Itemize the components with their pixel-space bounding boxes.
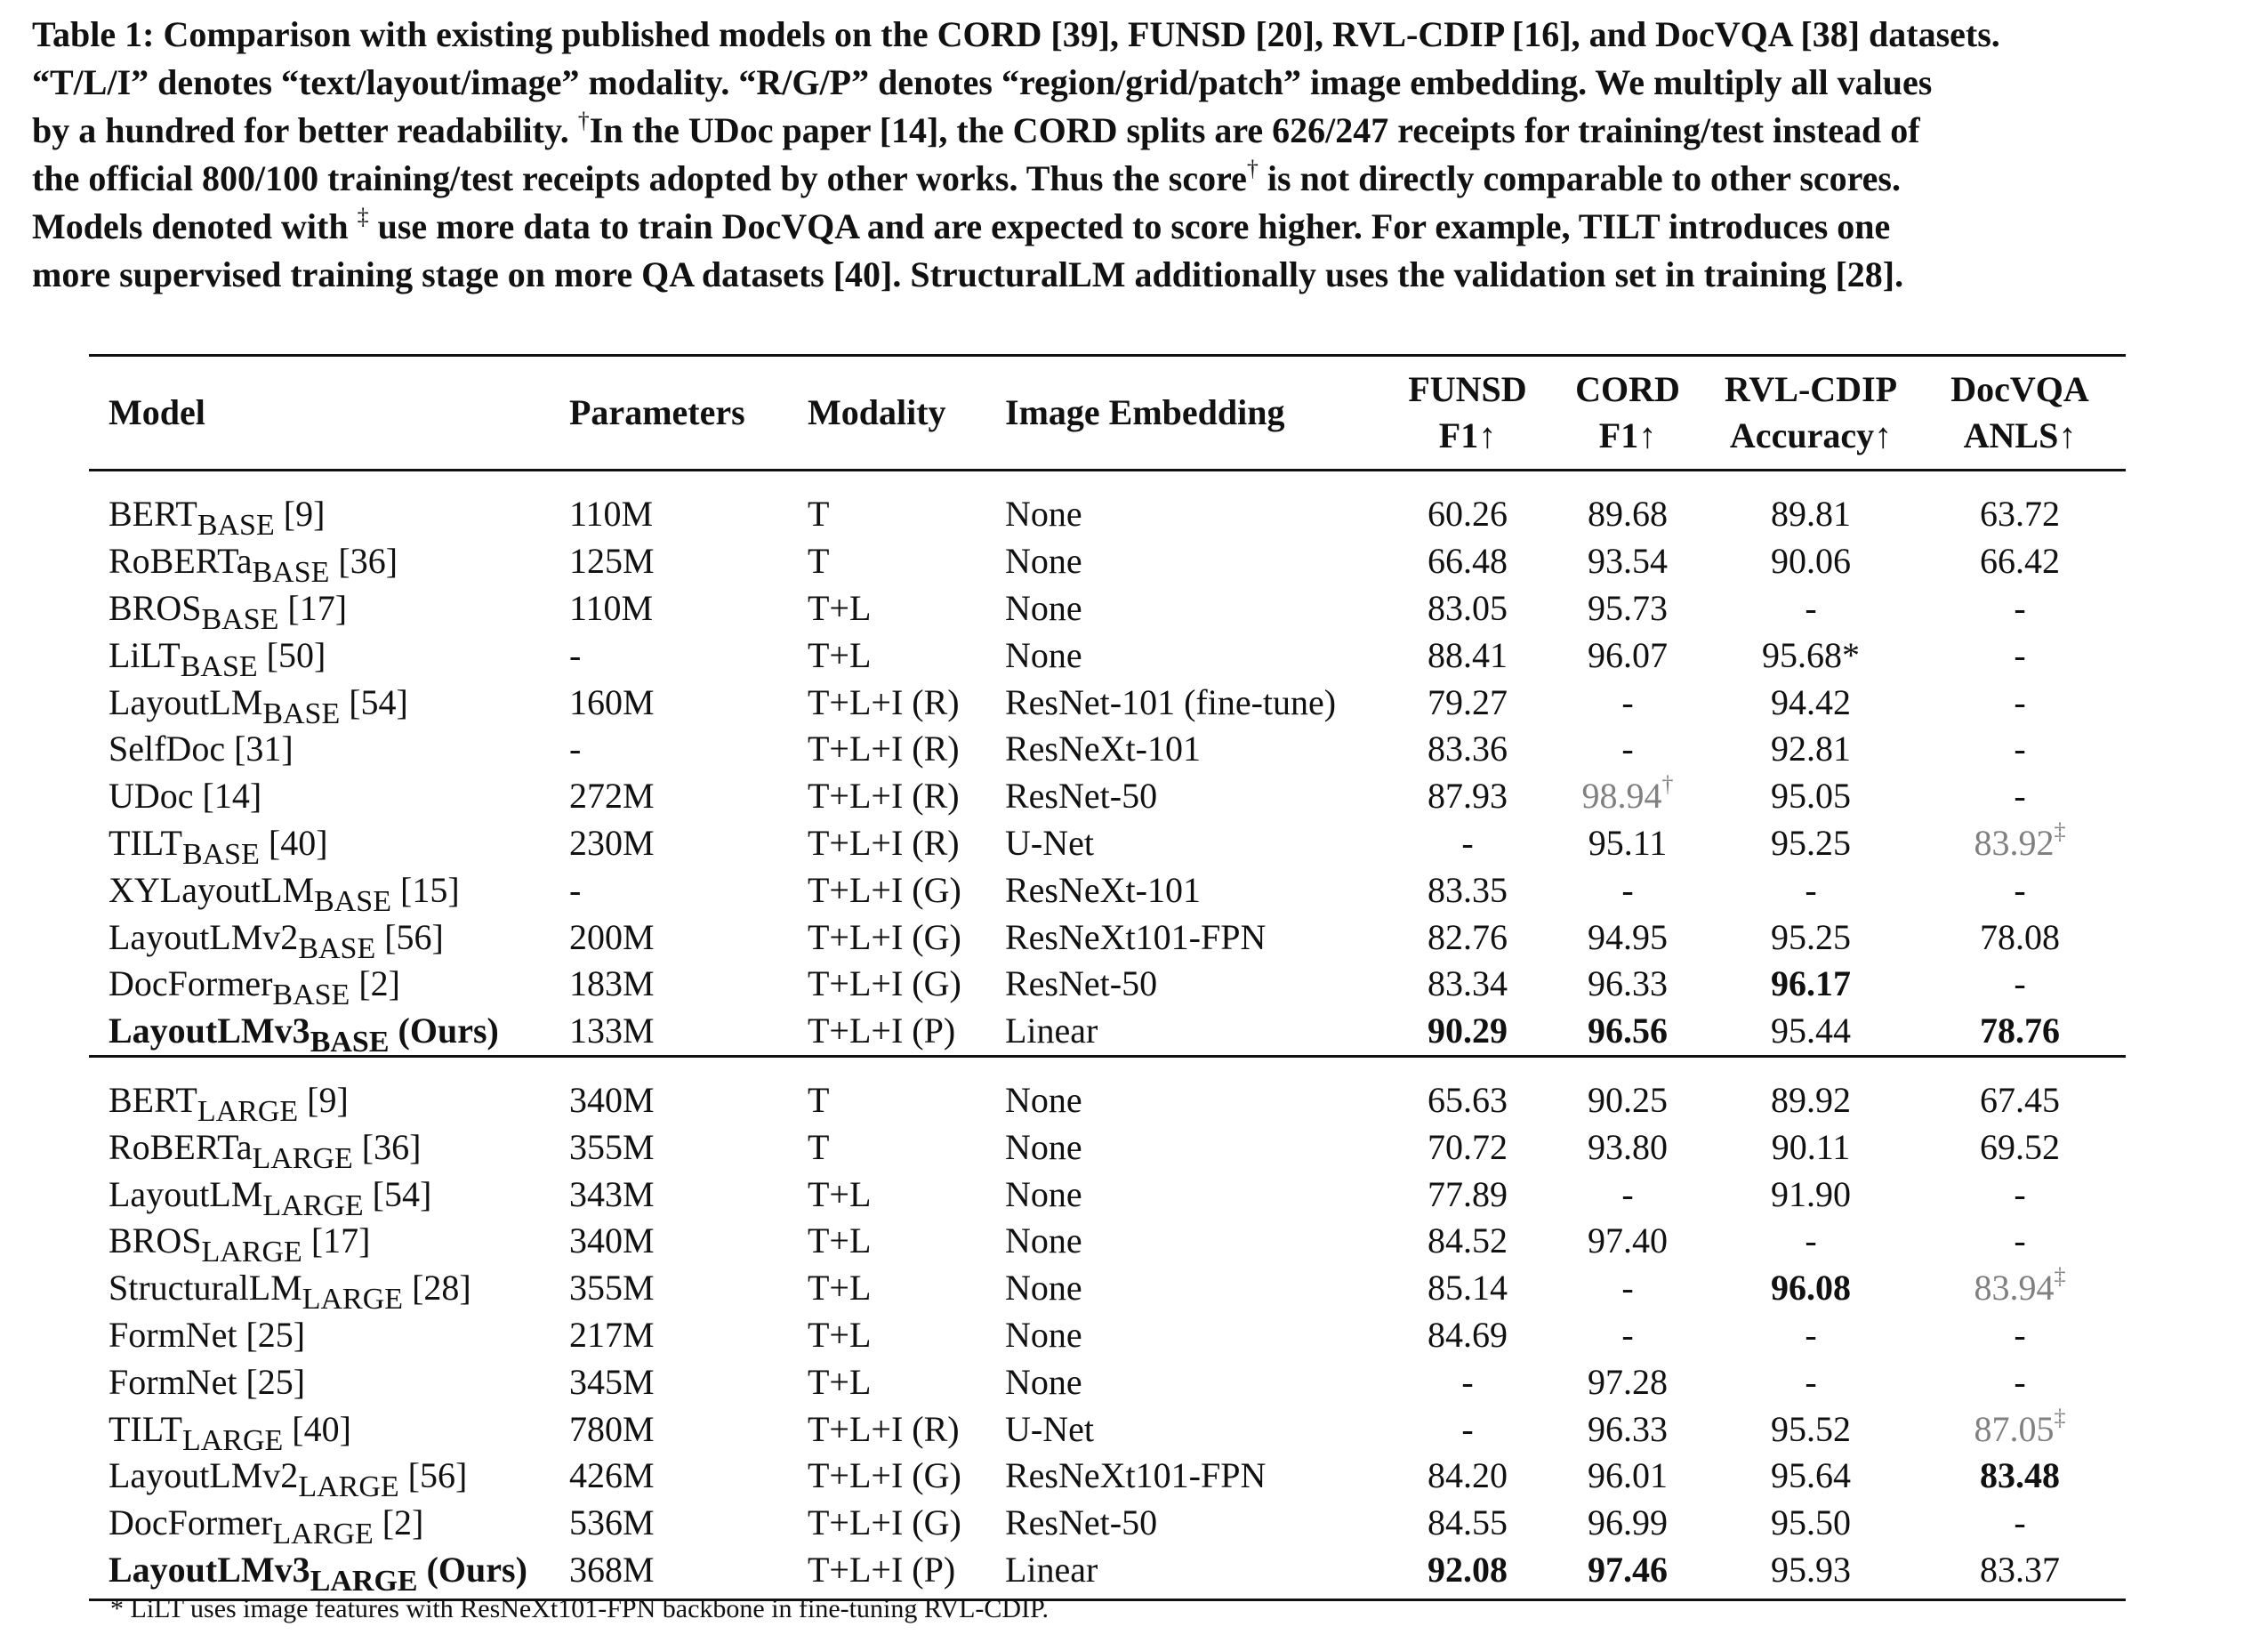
docvqa-cell: - (2014, 681, 2026, 722)
docvqa-cell: - (2014, 869, 2026, 910)
modality-cell: T+L (808, 1314, 872, 1355)
header-parameters: Parameters (569, 357, 808, 471)
table-row (89, 1312, 2126, 1359)
embedding-cell: None (1005, 1314, 1082, 1355)
embedding-cell: ResNeXt-101 (1005, 869, 1201, 910)
parameters-cell: 536M (569, 1502, 655, 1543)
model-name-cell: LiLT$_{BASE}$ [50] (109, 634, 326, 683)
parameters-cell: 355M (569, 1126, 655, 1167)
comparison-table (89, 354, 2126, 1601)
docvqa-cell: - (2014, 634, 2026, 675)
model-name-cell: $LayoutLMv3_{BASE}$ (Ours) (109, 1011, 499, 1059)
header-rvl-cdip: RVL-CDIP Accuracy↑ (1708, 357, 1914, 471)
table-row (89, 914, 2126, 961)
model-name-cell: $BERT_{BASE}$ [9] (109, 494, 326, 543)
cord-cell: 95.73 (1588, 587, 1668, 628)
parameters-cell: 183M (569, 963, 655, 1004)
table-row (89, 471, 2126, 538)
modality-cell: T+L+I (R) (808, 681, 960, 722)
table-row (89, 820, 2126, 867)
modality-cell: T+L+I (G) (808, 963, 961, 1004)
model-name-cell: $LayoutLMv2_{LARGE}$ [56] (109, 1455, 468, 1504)
header-modality: Modality (808, 357, 1005, 471)
embedding-cell: U-Net (1005, 1408, 1094, 1449)
dagger-mark: † (577, 108, 590, 133)
parameters-cell: 200M (569, 916, 655, 957)
caption-line-6: more supervised training stage on more QA datasets [40]. StructuralLM additionally uses the validation set in training [28]. (32, 254, 1904, 294)
parameters-cell: - (569, 729, 582, 769)
cord-cell: 97.40 (1588, 1220, 1668, 1261)
docvqa-cell: 87.05‡ (1974, 1404, 2066, 1449)
rvl-cdip-cell: 94.42 (1771, 681, 1851, 722)
funsd-cell: 83.36 (1428, 729, 1508, 769)
docvqa-cell: - (2014, 1220, 2026, 1261)
embedding-cell: ResNeXt101-FPN (1005, 916, 1267, 957)
rvl-cdip-cell: 92.81 (1771, 729, 1851, 769)
rvl-cdip-cell: 96.08 (1771, 1268, 1851, 1309)
modality-cell: T+L+I (R) (808, 729, 960, 769)
embedding-cell: ResNet-50 (1005, 776, 1158, 817)
funsd-cell: 77.89 (1428, 1173, 1508, 1214)
modality-cell: T+L+I (G) (808, 1455, 961, 1496)
dagger-mark: † (1246, 156, 1259, 181)
funsd-cell: 90.29 (1428, 1011, 1508, 1051)
modality-cell: T+L+I (G) (808, 916, 961, 957)
docvqa-cell: 83.92‡ (1974, 817, 2066, 863)
parameters-cell: 340M (569, 1056, 808, 1123)
ddagger-mark: ‡ (2054, 817, 2066, 844)
modality-cell: T+L+I (R) (808, 1408, 960, 1449)
docvqa-cell: - (2014, 963, 2026, 1004)
header-cord: CORD F1↑ (1548, 357, 1708, 471)
cord-cell: - (1621, 729, 1634, 769)
caption-line-1: Table 1: Comparison with existing published models on the CORD [39], FUNSD [20], RVL-CDIP [16], and DocVQA [38] datasets. (32, 14, 2000, 54)
cord-cell: - (1621, 1268, 1634, 1309)
cord-cell: 97.28 (1588, 1361, 1668, 1402)
model-name-cell: $TILT_{BASE}$ [40] (109, 822, 328, 871)
header-image-embedding: Image Embedding (1005, 357, 1387, 471)
embedding-cell: None (1005, 587, 1082, 628)
funsd-cell: 83.05 (1428, 587, 1508, 628)
parameters-cell: 780M (569, 1408, 655, 1449)
cord-cell: 96.01 (1588, 1455, 1668, 1496)
embedding-cell: None (1005, 1220, 1082, 1261)
funsd-cell: 65.63 (1387, 1056, 1548, 1123)
ddagger-mark: ‡ (2054, 1404, 2066, 1430)
modality-cell: T (808, 1126, 830, 1167)
funsd-cell: 84.69 (1428, 1314, 1508, 1355)
parameters-cell: 340M (569, 1220, 655, 1261)
parameters-cell: - (569, 634, 582, 675)
funsd-cell: 88.41 (1428, 634, 1508, 675)
model-name-cell: DocFormer$_{BASE}$ [2] (109, 963, 400, 1012)
cord-cell: 93.54 (1588, 541, 1668, 582)
modality-cell: T+L+I (P) (808, 1011, 956, 1051)
funsd-cell: 83.35 (1428, 869, 1508, 910)
docvqa-cell: 67.45 (1914, 1056, 2126, 1123)
model-name-cell: $BROS_{LARGE}$ [17] (109, 1220, 371, 1269)
rvl-cdip-cell: 95.68* (1762, 634, 1860, 675)
table-row (89, 866, 2126, 914)
model-name-cell: SelfDoc [31] (109, 729, 294, 769)
model-name-cell: DocFormer$_{LARGE}$ [2] (109, 1502, 424, 1551)
embedding-cell: ResNeXt101-FPN (1005, 1455, 1267, 1496)
rvl-cdip-cell: 95.52 (1771, 1408, 1851, 1449)
cord-cell: 97.46 (1548, 1547, 1708, 1600)
header-funsd: FUNSD F1↑ (1387, 357, 1548, 471)
rvl-cdip-cell: 95.05 (1771, 776, 1851, 817)
parameters-cell: 125M (569, 541, 655, 582)
docvqa-cell: - (2014, 729, 2026, 769)
table-row (89, 1358, 2126, 1405)
cord-cell: 96.33 (1588, 963, 1668, 1004)
modality-cell: T+L+I (R) (808, 822, 960, 863)
model-name-cell: XYLayoutLM$_{BASE}$ [15] (109, 869, 460, 918)
table-row (89, 1218, 2126, 1265)
funsd-cell: 83.34 (1428, 963, 1508, 1004)
dagger-mark: † (1661, 771, 1674, 798)
modality-cell: T+L (808, 587, 872, 628)
rvl-cdip-cell: 96.17 (1771, 963, 1851, 1004)
embedding-cell: None (1005, 541, 1082, 582)
embedding-cell: None (1005, 1056, 1387, 1123)
docvqa-cell: - (2014, 587, 2026, 628)
docvqa-cell: - (2014, 1314, 2026, 1355)
funsd-cell: 84.55 (1428, 1502, 1508, 1543)
embedding-cell: ResNet-50 (1005, 1502, 1158, 1543)
embedding-cell: None (1005, 1126, 1082, 1167)
table-row (89, 1265, 2126, 1312)
embedding-cell: None (1005, 494, 1082, 535)
table-row (89, 1547, 2126, 1600)
funsd-cell: 84.20 (1428, 1455, 1508, 1496)
parameters-cell: 343M (569, 1173, 655, 1214)
model-name-cell: RoBERTa$_{BASE}$ [36] (109, 541, 398, 590)
model-name-cell: FormNet [25] (109, 1314, 306, 1355)
model-name-cell: $LayoutLMv3_{LARGE}$ (Ours) (89, 1547, 569, 1600)
cord-cell: 93.80 (1588, 1126, 1668, 1167)
parameters-cell: 426M (569, 1455, 655, 1496)
funsd-cell: 79.27 (1428, 681, 1508, 722)
funsd-cell: 84.52 (1428, 1220, 1508, 1261)
parameters-cell: 110M (569, 494, 654, 535)
embedding-cell: None (1005, 634, 1082, 675)
rvl-cdip-cell: 95.25 (1771, 822, 1851, 863)
cord-cell: 96.07 (1588, 634, 1668, 675)
caption-line-4: the official 800/100 training/test receipts adopted by other works. Thus the score† is not directly comparable to other scores. (32, 156, 1901, 198)
funsd-cell: 60.26 (1428, 494, 1508, 535)
model-name-cell: $TILT_{LARGE}$ [40] (109, 1408, 351, 1457)
table-row (89, 1453, 2126, 1500)
parameters-cell: 355M (569, 1268, 655, 1309)
cord-cell: 95.11 (1588, 822, 1668, 863)
docvqa-cell: 63.72 (1980, 494, 2060, 535)
rvl-cdip-cell: - (1805, 1361, 1817, 1402)
rvl-cdip-cell: 95.25 (1771, 916, 1851, 957)
table-row (89, 1008, 2126, 1056)
table-footnote: * LiLT uses image features with ResNeXt101-FPN backbone in fine-tuning RVL-CDIP. (110, 1594, 1049, 1623)
funsd-cell: - (1461, 1408, 1474, 1449)
modality-cell: T+L (808, 1173, 872, 1214)
embedding-cell: None (1005, 1173, 1082, 1214)
rvl-cdip-cell: 91.90 (1771, 1173, 1851, 1214)
docvqa-cell: 83.48 (1980, 1455, 2060, 1496)
docvqa-cell: 78.08 (1980, 916, 2060, 957)
parameters-cell: 217M (569, 1314, 655, 1355)
funsd-cell: 70.72 (1428, 1126, 1508, 1167)
funsd-cell: - (1461, 822, 1474, 863)
rvl-cdip-cell: - (1805, 1314, 1817, 1355)
cord-cell: - (1621, 1173, 1634, 1214)
embedding-cell: ResNet-101 (fine-tune) (1005, 681, 1337, 722)
docvqa-cell: 83.37 (1914, 1547, 2126, 1600)
funsd-cell: 66.48 (1428, 541, 1508, 582)
rvl-cdip-cell: 95.64 (1771, 1455, 1851, 1496)
caption-line-2: “T/L/I” denotes “text/layout/image” modality. “R/G/P” denotes “region/grid/patch” image embedding. We multiply all values (32, 62, 1933, 102)
rvl-cdip-cell: 89.92 (1708, 1056, 1914, 1123)
ddagger-mark: ‡ (2054, 1263, 2066, 1290)
table-row (89, 961, 2126, 1008)
modality-cell: T+L+I (G) (808, 869, 961, 910)
docvqa-cell: 78.76 (1980, 1011, 2060, 1051)
table-row (89, 538, 2126, 585)
rvl-cdip-cell: 95.44 (1771, 1011, 1851, 1051)
funsd-cell: 82.76 (1428, 916, 1508, 957)
funsd-cell: 92.08 (1387, 1547, 1548, 1600)
table-caption (32, 11, 2202, 299)
table-row (89, 1405, 2126, 1453)
modality-cell: T+L+I (G) (808, 1502, 961, 1543)
cord-cell: 98.94† (1581, 771, 1674, 817)
cord-cell: - (1621, 681, 1634, 722)
table-row (89, 1123, 2126, 1171)
modality-cell: T (808, 1056, 1005, 1123)
model-name-cell: FormNet [25] (109, 1361, 306, 1402)
modality-cell: T+L+I (P) (808, 1547, 1005, 1600)
parameters-cell: 230M (569, 822, 655, 863)
caption-line-5: Models denoted with ‡ use more data to train DocVQA and are expected to score higher. For example, TILT introduces one (32, 204, 1891, 246)
rvl-cdip-cell: - (1805, 587, 1817, 628)
cord-cell: 89.68 (1588, 494, 1668, 535)
modality-cell: T+L+I (R) (808, 776, 960, 817)
cord-cell: 96.56 (1588, 1011, 1668, 1051)
modality-cell: T+L (808, 1268, 872, 1309)
docvqa-cell: 66.42 (1980, 541, 2060, 582)
table-header-row (89, 357, 2126, 471)
caption-line-3: by a hundred for better readability. †In the UDoc paper [14], the CORD splits are 626/247 receipts for training/test instead of (32, 108, 1920, 150)
table-row (89, 773, 2126, 820)
rvl-cdip-cell: 95.50 (1771, 1502, 1851, 1543)
model-name-cell: $BERT_{LARGE}$ [9] (89, 1056, 569, 1123)
parameters-cell: 133M (569, 1011, 655, 1051)
model-name-cell: LayoutLM$_{LARGE}$ [54] (109, 1173, 432, 1222)
cord-cell: 94.95 (1588, 916, 1668, 957)
cord-cell: 96.99 (1588, 1502, 1668, 1543)
rvl-cdip-cell: 90.11 (1771, 1126, 1851, 1167)
docvqa-cell: 69.52 (1980, 1126, 2060, 1167)
cord-cell: - (1621, 1314, 1634, 1355)
embedding-cell: ResNeXt-101 (1005, 729, 1201, 769)
embedding-cell: None (1005, 1361, 1082, 1402)
table-row (89, 1056, 2126, 1123)
docvqa-cell: - (2014, 1361, 2026, 1402)
parameters-cell: - (569, 869, 582, 910)
docvqa-cell: - (2014, 1173, 2026, 1214)
model-name-cell: $LayoutLMv2_{BASE}$ [56] (109, 916, 444, 965)
rvl-cdip-cell: 95.93 (1708, 1547, 1914, 1600)
modality-cell: T+L (808, 634, 872, 675)
rvl-cdip-cell: - (1805, 869, 1817, 910)
modality-cell: T+L (808, 1220, 872, 1261)
table-row (89, 1171, 2126, 1218)
funsd-cell: - (1461, 1361, 1474, 1402)
modality-cell: T+L (808, 1361, 872, 1402)
modality-cell: T (808, 541, 830, 582)
model-name-cell: LayoutLM$_{BASE}$ [54] (109, 681, 408, 730)
funsd-cell: 87.93 (1428, 776, 1508, 817)
docvqa-cell: - (2014, 1502, 2026, 1543)
table-row (89, 1500, 2126, 1547)
model-name-cell: StructuralLM$_{LARGE}$ [28] (109, 1268, 471, 1317)
docvqa-cell: 83.94‡ (1974, 1263, 2066, 1309)
embedding-cell: U-Net (1005, 822, 1094, 863)
cord-cell: 90.25 (1548, 1056, 1708, 1123)
parameters-cell: 160M (569, 681, 655, 722)
rvl-cdip-cell: 89.81 (1771, 494, 1851, 535)
header-model: Model (89, 357, 569, 471)
table-row (89, 726, 2126, 773)
modality-cell: T (808, 494, 830, 535)
model-name-cell: $BROS_{BASE}$ [17] (109, 587, 348, 636)
rvl-cdip-cell: 90.06 (1771, 541, 1851, 582)
ddagger-mark: ‡ (357, 204, 369, 230)
parameters-cell: 272M (569, 776, 655, 817)
parameters-cell: 368M (569, 1547, 808, 1600)
embedding-cell: Linear (1005, 1547, 1387, 1600)
parameters-cell: 110M (569, 587, 654, 628)
table-row (89, 585, 2126, 632)
header-docvqa: DocVQA ANLS↑ (1914, 357, 2126, 471)
model-name-cell: UDoc [14] (109, 776, 262, 817)
table-row (89, 679, 2126, 726)
rvl-cdip-cell: - (1805, 1220, 1817, 1261)
embedding-cell: None (1005, 1268, 1082, 1309)
cord-cell: 96.33 (1588, 1408, 1668, 1449)
cord-cell: - (1621, 869, 1634, 910)
docvqa-cell: - (2014, 776, 2026, 817)
parameters-cell: 345M (569, 1361, 655, 1402)
embedding-cell: ResNet-50 (1005, 963, 1158, 1004)
table-row (89, 632, 2126, 679)
embedding-cell: Linear (1005, 1011, 1098, 1051)
model-name-cell: RoBERTa$_{LARGE}$ [36] (109, 1126, 422, 1175)
funsd-cell: 85.14 (1428, 1268, 1508, 1309)
